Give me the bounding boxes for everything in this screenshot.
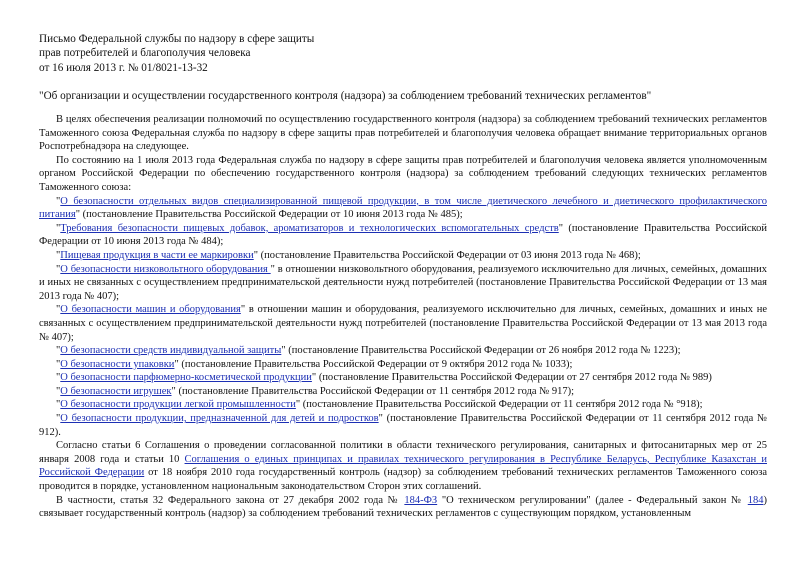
regulation-link[interactable]: О безопасности игрушек xyxy=(60,385,172,397)
document-header xyxy=(39,32,314,75)
regulation-link[interactable]: О безопасности упаковки xyxy=(60,358,175,370)
regulations-list xyxy=(39,195,767,440)
header-line: Письмо Федеральной службы по надзору в сфере защиты xyxy=(39,33,315,45)
regulation-link[interactable]: О безопасности машин и оборудования xyxy=(60,304,241,316)
regulation-item: "О безопасности продукции легкой промышленности" (постановление Правительства Российской Федерации от 11 сентября 2012 года № °918); xyxy=(56,399,703,411)
law-184-fz-link[interactable]: 184-ФЗ xyxy=(404,494,438,506)
header-line: прав потребителей и благополучия человека xyxy=(39,47,251,60)
regulation-item: "О безопасности низковольтного оборудования " в отношении низковольтного оборудования, реализуемого исключительно для личных, семейных, домашних и иных не связанных с осуществлением предпринимательской деятельности нужд потребителей (постановление Правительства Российской Федерации от 13 мая 2013 года № 407); xyxy=(39,263,767,302)
regulation-item: "О безопасности упаковки" (постановление Правительства Российской Федерации от 9 октября 2012 года № 1033); xyxy=(56,358,573,370)
regulation-item: "Требования безопасности пищевых добавок, ароматизаторов и технологических вспомогательных средств" (постановление Правительства Российской Федерации от 10 июня 2013 года № 484); xyxy=(39,222,767,248)
paragraph: По состоянию на 1 июля 2013 года Федеральная служба по надзору в сфере защиты прав потребителей и благополучия человека является уполномоченным органом Российской Федерации по обеспечению государственного контроля (надзора) за соблюдением требований следующих технических регламентов Таможенного союза: xyxy=(39,154,767,193)
regulation-item: "О безопасности средств индивидуальной защиты" (постановление Правительства Российской Федерации от 26 ноября 2012 года № 1223); xyxy=(56,345,681,357)
document-body xyxy=(39,113,767,521)
regulation-item: "О безопасности игрушек" (постановление Правительства Российской Федерации от 11 сентября 2012 года № 917); xyxy=(56,385,575,397)
regulation-link[interactable]: О безопасности средств индивидуальной защиты xyxy=(60,345,282,357)
regulation-link[interactable]: О безопасности низковольтного оборудования xyxy=(60,263,271,275)
regulation-link[interactable]: О безопасности продукции, предназначенной для детей и подростков xyxy=(60,413,379,425)
paragraph: В частности, статья 32 Федерального закона от 27 декабря 2002 года № 184-ФЗ "О техническом регулировании" (далее - Федеральный закон № 184) связывает государственный контроль (надзор) за соблюдением требований технических регламентов с существующим порядком, установленным xyxy=(39,494,767,520)
paragraph: В целях обеспечения реализации полномочий по осуществлению государственного контроля (надзора) за соблюдением требований технических регламентов Таможенного союза Федеральная служба по надзору в сфере защиты прав потребителей и благополучия человека обращает внимание территориальных органов Роспотребнадзора на следующее. xyxy=(39,114,767,153)
regulation-link[interactable]: О безопасности продукции легкой промышленности xyxy=(60,399,296,411)
regulation-item: "О безопасности продукции, предназначенной для детей и подростков" (постановление Правительства Российской Федерации от 11 сентября 2012 года № 912). xyxy=(39,413,767,438)
regulation-link[interactable]: Требования безопасности пищевых добавок, ароматизаторов и технологических вспомогательных средств xyxy=(60,222,559,234)
regulation-item: "О безопасности машин и оборудования" в отношении машин и оборудования, реализуемого исключительно для личных, семейных, домашних и иных не связанных с осуществлением предпринимательской деятельности нужд потребителей (постановление Правительства Российской Федерации от 13 мая 2013 года № 407); xyxy=(39,304,767,343)
regulation-item: "Пищевая продукция в части ее маркировки" (постановление Правительства Российской Федерации от 03 июня 2013 года № 468); xyxy=(56,249,641,261)
paragraph: Согласно статьи 6 Соглашения о проведении согласованной политики в области технического регулирования, санитарных и фитосанитарных мер от 25 января 2008 года и статьи 10 Соглашения о единых принципах и правилах технического регулирования в Республике Беларусь, Республике Казахстан и Российской Федерации от 18 ноября 2010 года государственный контроль (надзор) за соблюдением требований технических регламентов Таможенного союза проводится в порядке, установленном национальным законодательством Сторон этих соглашений. xyxy=(39,440,768,493)
agreement-link[interactable]: Соглашения о единых принципах и правилах технического регулирования в Республике Беларусь, Республике Казахстан и Российской Федерации xyxy=(39,453,767,479)
law-184-link[interactable]: 184 xyxy=(747,494,764,506)
regulation-item: "О безопасности парфюмерно-косметической продукции" (постановление Правительства Российской Федерации от 27 сентября 2012 года № 989) xyxy=(56,372,712,384)
regulation-item: "О безопасности отдельных видов специализированной пищевой продукции, в том числе диетического лечебного и диетического профилактического питания" (постановление Правительства Российской Федерации от 10 июня 2013 года № 485); xyxy=(39,195,767,221)
regulation-link[interactable]: О безопасности отдельных видов специализированной пищевой продукции, в том числе диетического лечебного и диетического профилактического питания xyxy=(39,195,767,221)
regulation-link[interactable]: О безопасности парфюмерно-косметической продукции xyxy=(60,372,312,384)
header-date-number: от 16 июля 2013 г. № 01/8021-13-32 xyxy=(39,61,208,74)
document-title: "Об организации и осуществлении государственного контроля (надзора) за соблюдением требований технических регламентов" xyxy=(39,90,652,102)
regulation-link[interactable]: Пищевая продукция в части ее маркировки xyxy=(60,249,254,261)
